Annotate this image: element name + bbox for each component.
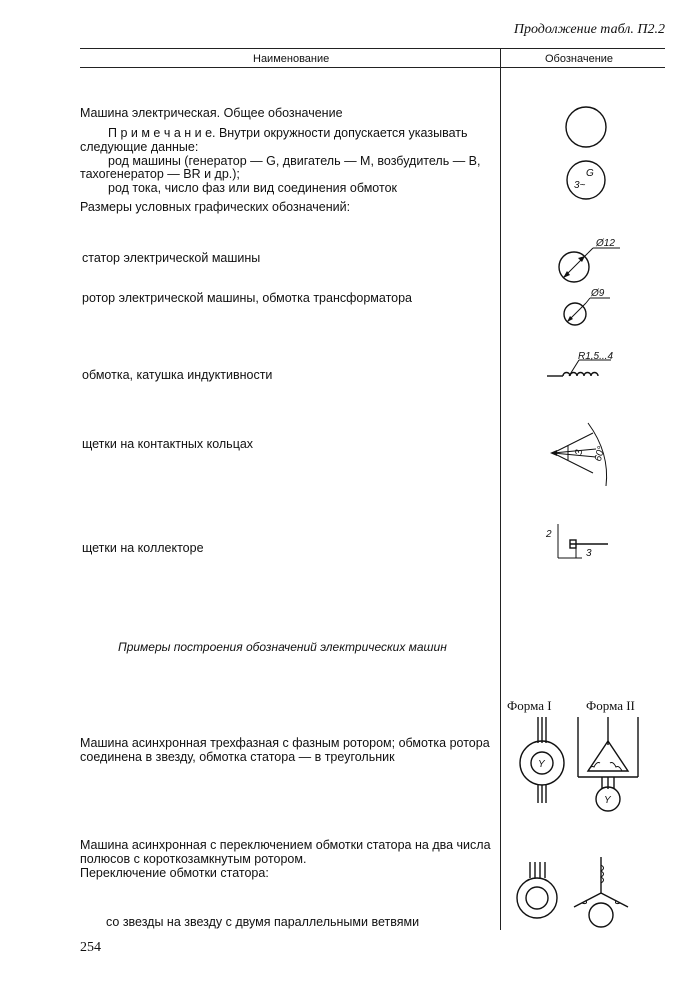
star-line: со звезды на звезду с двумя параллельными ветвями — [106, 915, 420, 929]
async-line-1: Машина асинхронная трехфазная с фазным ротором; обмотка ротора — [80, 736, 490, 750]
star-glyph-2: Y — [604, 795, 611, 806]
star-glyph-1: Y — [538, 759, 545, 770]
row-brushes-collector: щетки на коллекторе — [82, 541, 204, 555]
pole-switch-form1 — [514, 858, 564, 928]
async-line-2: соединена в звезду, обмотка статора — в треугольник — [80, 750, 395, 764]
dim-rotor: Ø9 — [591, 288, 605, 299]
note-line-1: П р и м е ч а н и е. Внутри окружности допускается указывать — [108, 126, 468, 140]
brushes-collector-symbol — [540, 520, 620, 570]
row-brushes-rings: щетки на контактных кольцах — [82, 437, 254, 451]
rotor-size-symbol — [560, 286, 630, 331]
dim-ring-3: 3 — [574, 449, 585, 455]
column-header-symbol: Обозначение — [545, 53, 614, 65]
row-rotor: ротор электрической машины, обмотка трансформатора — [82, 291, 413, 305]
async-machine-form2 — [572, 715, 644, 815]
three-tilde: 3~ — [574, 180, 586, 191]
pole-switch-form2 — [566, 855, 636, 930]
row-machine-general: Машина электрическая. Общее обозначение — [80, 106, 343, 120]
brushes-rings-symbol — [548, 418, 618, 488]
note-line-5: род тока, число фаз или вид соединения обмоток — [108, 181, 397, 195]
note-line-2: следующие данные: — [80, 140, 199, 154]
g-letter: G — [586, 168, 594, 179]
examples-title: Примеры построения обозначений электрических машин — [118, 640, 447, 654]
row-stator: статор электрической машины — [82, 251, 261, 265]
column-divider — [500, 48, 501, 930]
row-winding: обмотка, катушка индуктивности — [82, 368, 273, 382]
winding-size-symbol — [545, 350, 625, 385]
table-header-rule — [80, 67, 665, 68]
machine-circle-symbol — [563, 104, 609, 150]
switch-line-3: Переключение обмотки статора: — [80, 866, 269, 880]
sizes-title: Размеры условных графических обозначений: — [80, 200, 351, 214]
switch-line-2: полюсов с короткозамкнутым ротором. — [80, 852, 307, 866]
machine-g-symbol — [563, 157, 609, 203]
stator-size-symbol — [555, 235, 635, 290]
note-line-4: тахогенератор — BR и др.); — [80, 167, 240, 181]
dim-stator: Ø12 — [596, 238, 615, 249]
switch-line-1: Машина асинхронная с переключением обмотки статора на два числа — [80, 838, 491, 852]
continuation-label: Продолжение табл. П2.2 — [513, 22, 665, 37]
form-1-label: Форма I — [507, 698, 552, 713]
dim-winding: R1,5...4 — [578, 351, 614, 362]
note-line-3: род машины (генератор — G, двигатель — M, возбудитель — B, — [108, 154, 481, 168]
form-2-label: Форма II — [586, 698, 635, 713]
table-top-rule — [80, 48, 665, 49]
dim-ring-angle: 60° — [592, 445, 608, 463]
async-machine-form1 — [512, 715, 572, 805]
dim-coll-2: 2 — [546, 529, 552, 540]
page-number: 254 — [80, 940, 101, 955]
dim-coll-3: 3 — [586, 548, 592, 559]
column-header-name: Наименование — [253, 53, 330, 65]
